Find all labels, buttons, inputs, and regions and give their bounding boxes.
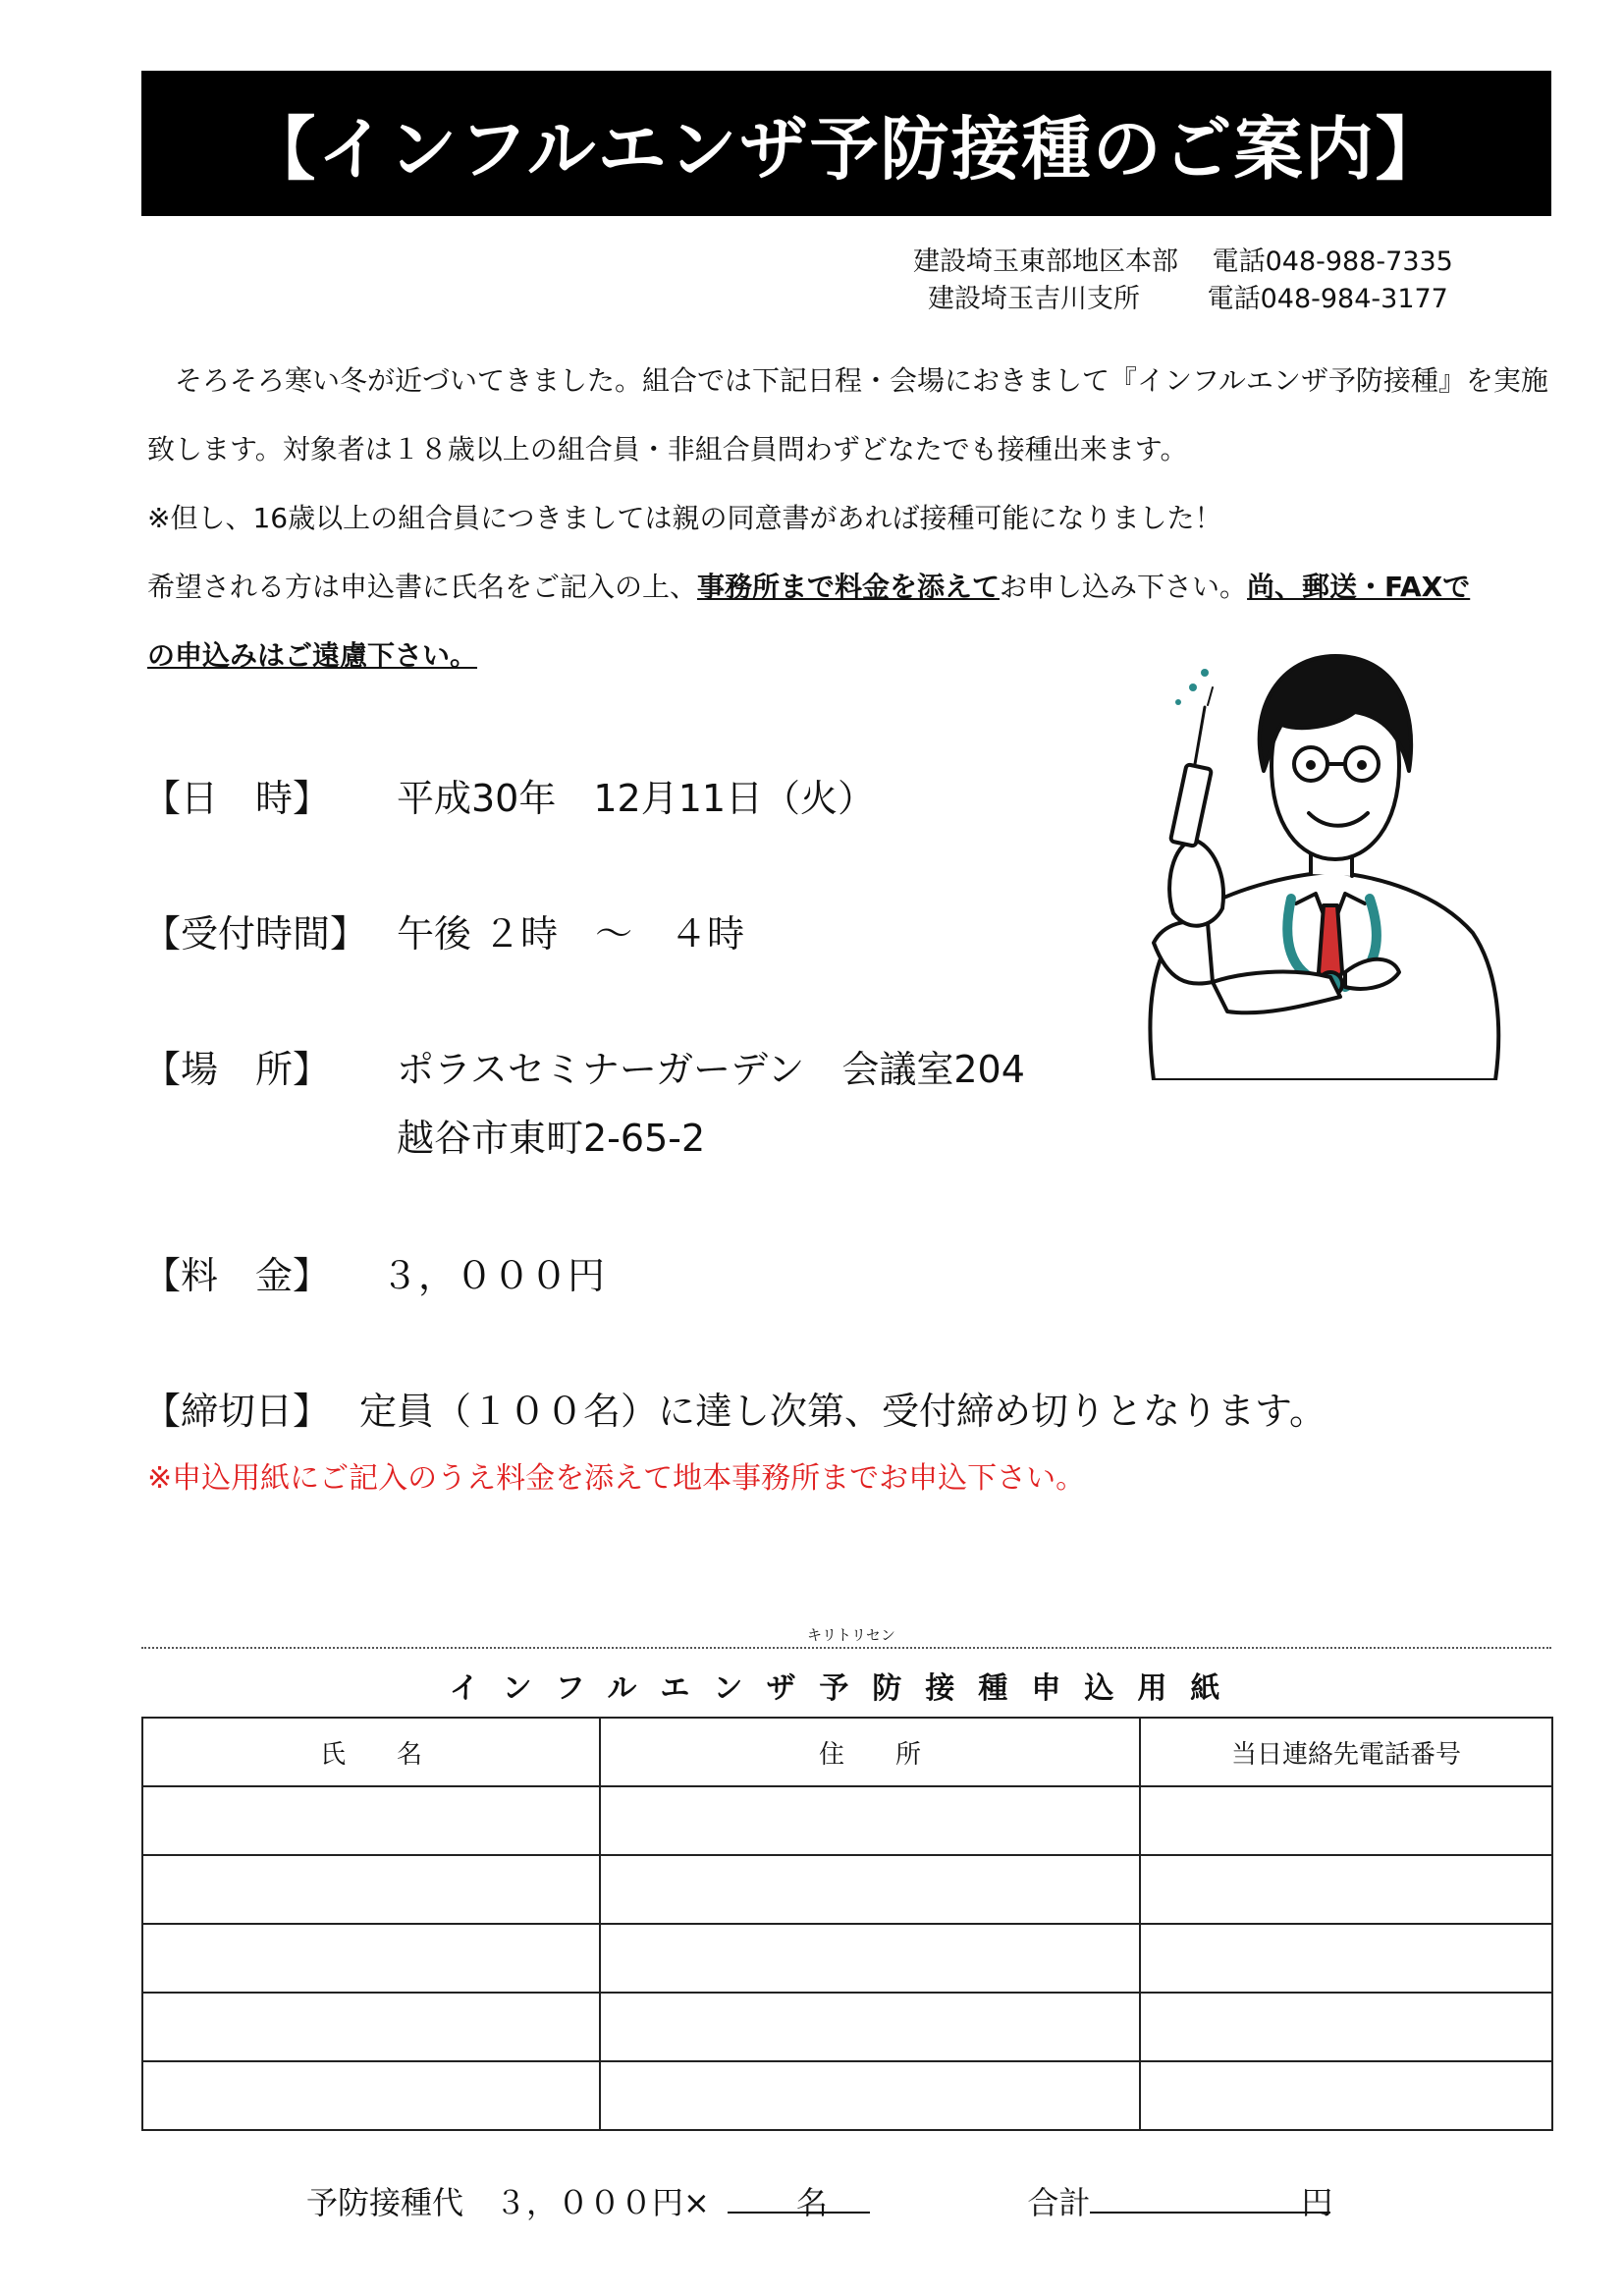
cut-line	[141, 1647, 1551, 1649]
name-cell[interactable]	[142, 1924, 600, 1993]
contact-branch-office: 建設埼玉吉川支所	[928, 284, 1140, 314]
cut-line-label: キリトリセン	[807, 1626, 895, 1644]
total-label: 合計	[1027, 2184, 1091, 2221]
col-address-header: 住 所	[600, 1718, 1140, 1786]
intro-line-4-b: 事務所まで料金を添えて	[697, 571, 1001, 603]
date-label: 【日 時】	[143, 777, 331, 820]
deadline-label: 【締切日】	[143, 1390, 331, 1433]
place-label: 【場 所】	[143, 1048, 331, 1091]
intro-line-4	[147, 566, 1470, 605]
intro-line-4-c: お申し込み下さい。	[1000, 571, 1248, 603]
yen-unit: 円	[1301, 2184, 1333, 2221]
form-title: インフルエンザ予防接種申込用紙	[449, 1671, 1244, 1706]
table-row	[142, 1855, 1552, 1924]
intro-line-4-a: 希望される方は申込書に氏名をご記入の上、	[147, 571, 698, 603]
reception-value: 午後 ２時 ～ ４時	[397, 912, 745, 956]
name-cell[interactable]	[142, 1786, 600, 1855]
deadline-value: 定員（１００名）に達し次第、受付締め切りとなります。	[359, 1390, 1326, 1433]
place-value-name: ポラスセミナーガーデン 会議室204	[397, 1048, 1025, 1091]
contact-hq-office: 建設埼玉東部地区本部	[913, 246, 1178, 277]
intro-line-4-d: 尚、郵送・FAXで	[1247, 571, 1471, 603]
intro-line-3: ※但し、16歳以上の組合員につきましては親の同意書があれば接種可能になりました！	[147, 502, 1222, 534]
phone-cell[interactable]	[1140, 1855, 1552, 1924]
address-cell[interactable]	[600, 1855, 1140, 1924]
fee-value: ３，０００円	[381, 1254, 606, 1297]
phone-cell[interactable]	[1140, 1993, 1552, 2061]
fee-summary: 予防接種代 ３，０００円× 名 合計 円	[306, 2184, 1333, 2221]
people-count-blank[interactable]	[728, 2212, 870, 2214]
contact-hq	[913, 240, 1453, 278]
name-cell[interactable]	[142, 2061, 600, 2130]
address-cell[interactable]	[600, 1924, 1140, 1993]
doctor-with-syringe-icon	[1150, 656, 1498, 1080]
address-cell[interactable]	[600, 2061, 1140, 2130]
date-value: 平成30年 12月11日（火）	[397, 777, 876, 820]
phone-cell[interactable]	[1140, 1924, 1552, 1993]
table-row	[142, 1786, 1552, 1855]
table-row	[142, 1924, 1552, 1993]
intro-line-1: そろそろ寒い冬が近づいてきました。組合では下記日程・会場におきまして『インフルエンザ予防接種』を実施	[175, 364, 1548, 397]
page-title: 【インフルエンザ予防接種のご案内】	[141, 71, 1551, 216]
intro-line-5: の申込みはご遠慮下さい。	[147, 639, 478, 672]
contact-branch	[928, 277, 1448, 315]
application-table	[141, 1717, 1553, 2131]
fee-label: 【料 金】	[143, 1254, 331, 1297]
intro-line-2: 致します。対象者は１８歳以上の組合員・非組合員問わずどなたでも接種出来ます。	[147, 433, 1188, 465]
table-row	[142, 2061, 1552, 2130]
fee-summary-text: 予防接種代 ３，０００円×	[306, 2184, 710, 2221]
phone-cell[interactable]	[1140, 1786, 1552, 1855]
table-header-row	[142, 1718, 1552, 1786]
total-amount-blank[interactable]	[1090, 2212, 1330, 2214]
doctor-illustration	[1134, 648, 1507, 1080]
address-cell[interactable]	[600, 1993, 1140, 2061]
phone-cell[interactable]	[1140, 2061, 1552, 2130]
name-cell[interactable]	[142, 1993, 600, 2061]
name-cell[interactable]	[142, 1855, 600, 1924]
col-phone-header: 当日連絡先電話番号	[1140, 1718, 1552, 1786]
col-name-header: 氏 名	[142, 1718, 600, 1786]
place-value-address: 越谷市東町2-65-2	[397, 1117, 706, 1160]
application-note: ※申込用紙にご記入のうえ料金を添えて地本事務所までお申込下さい。	[147, 1461, 1086, 1496]
table-row	[142, 1993, 1552, 2061]
reception-label: 【受付時間】	[143, 912, 368, 956]
contact-branch-phone: 電話048-984-3177	[1207, 284, 1448, 314]
contact-hq-phone: 電話048-988-7335	[1212, 246, 1453, 277]
address-cell[interactable]	[600, 1786, 1140, 1855]
